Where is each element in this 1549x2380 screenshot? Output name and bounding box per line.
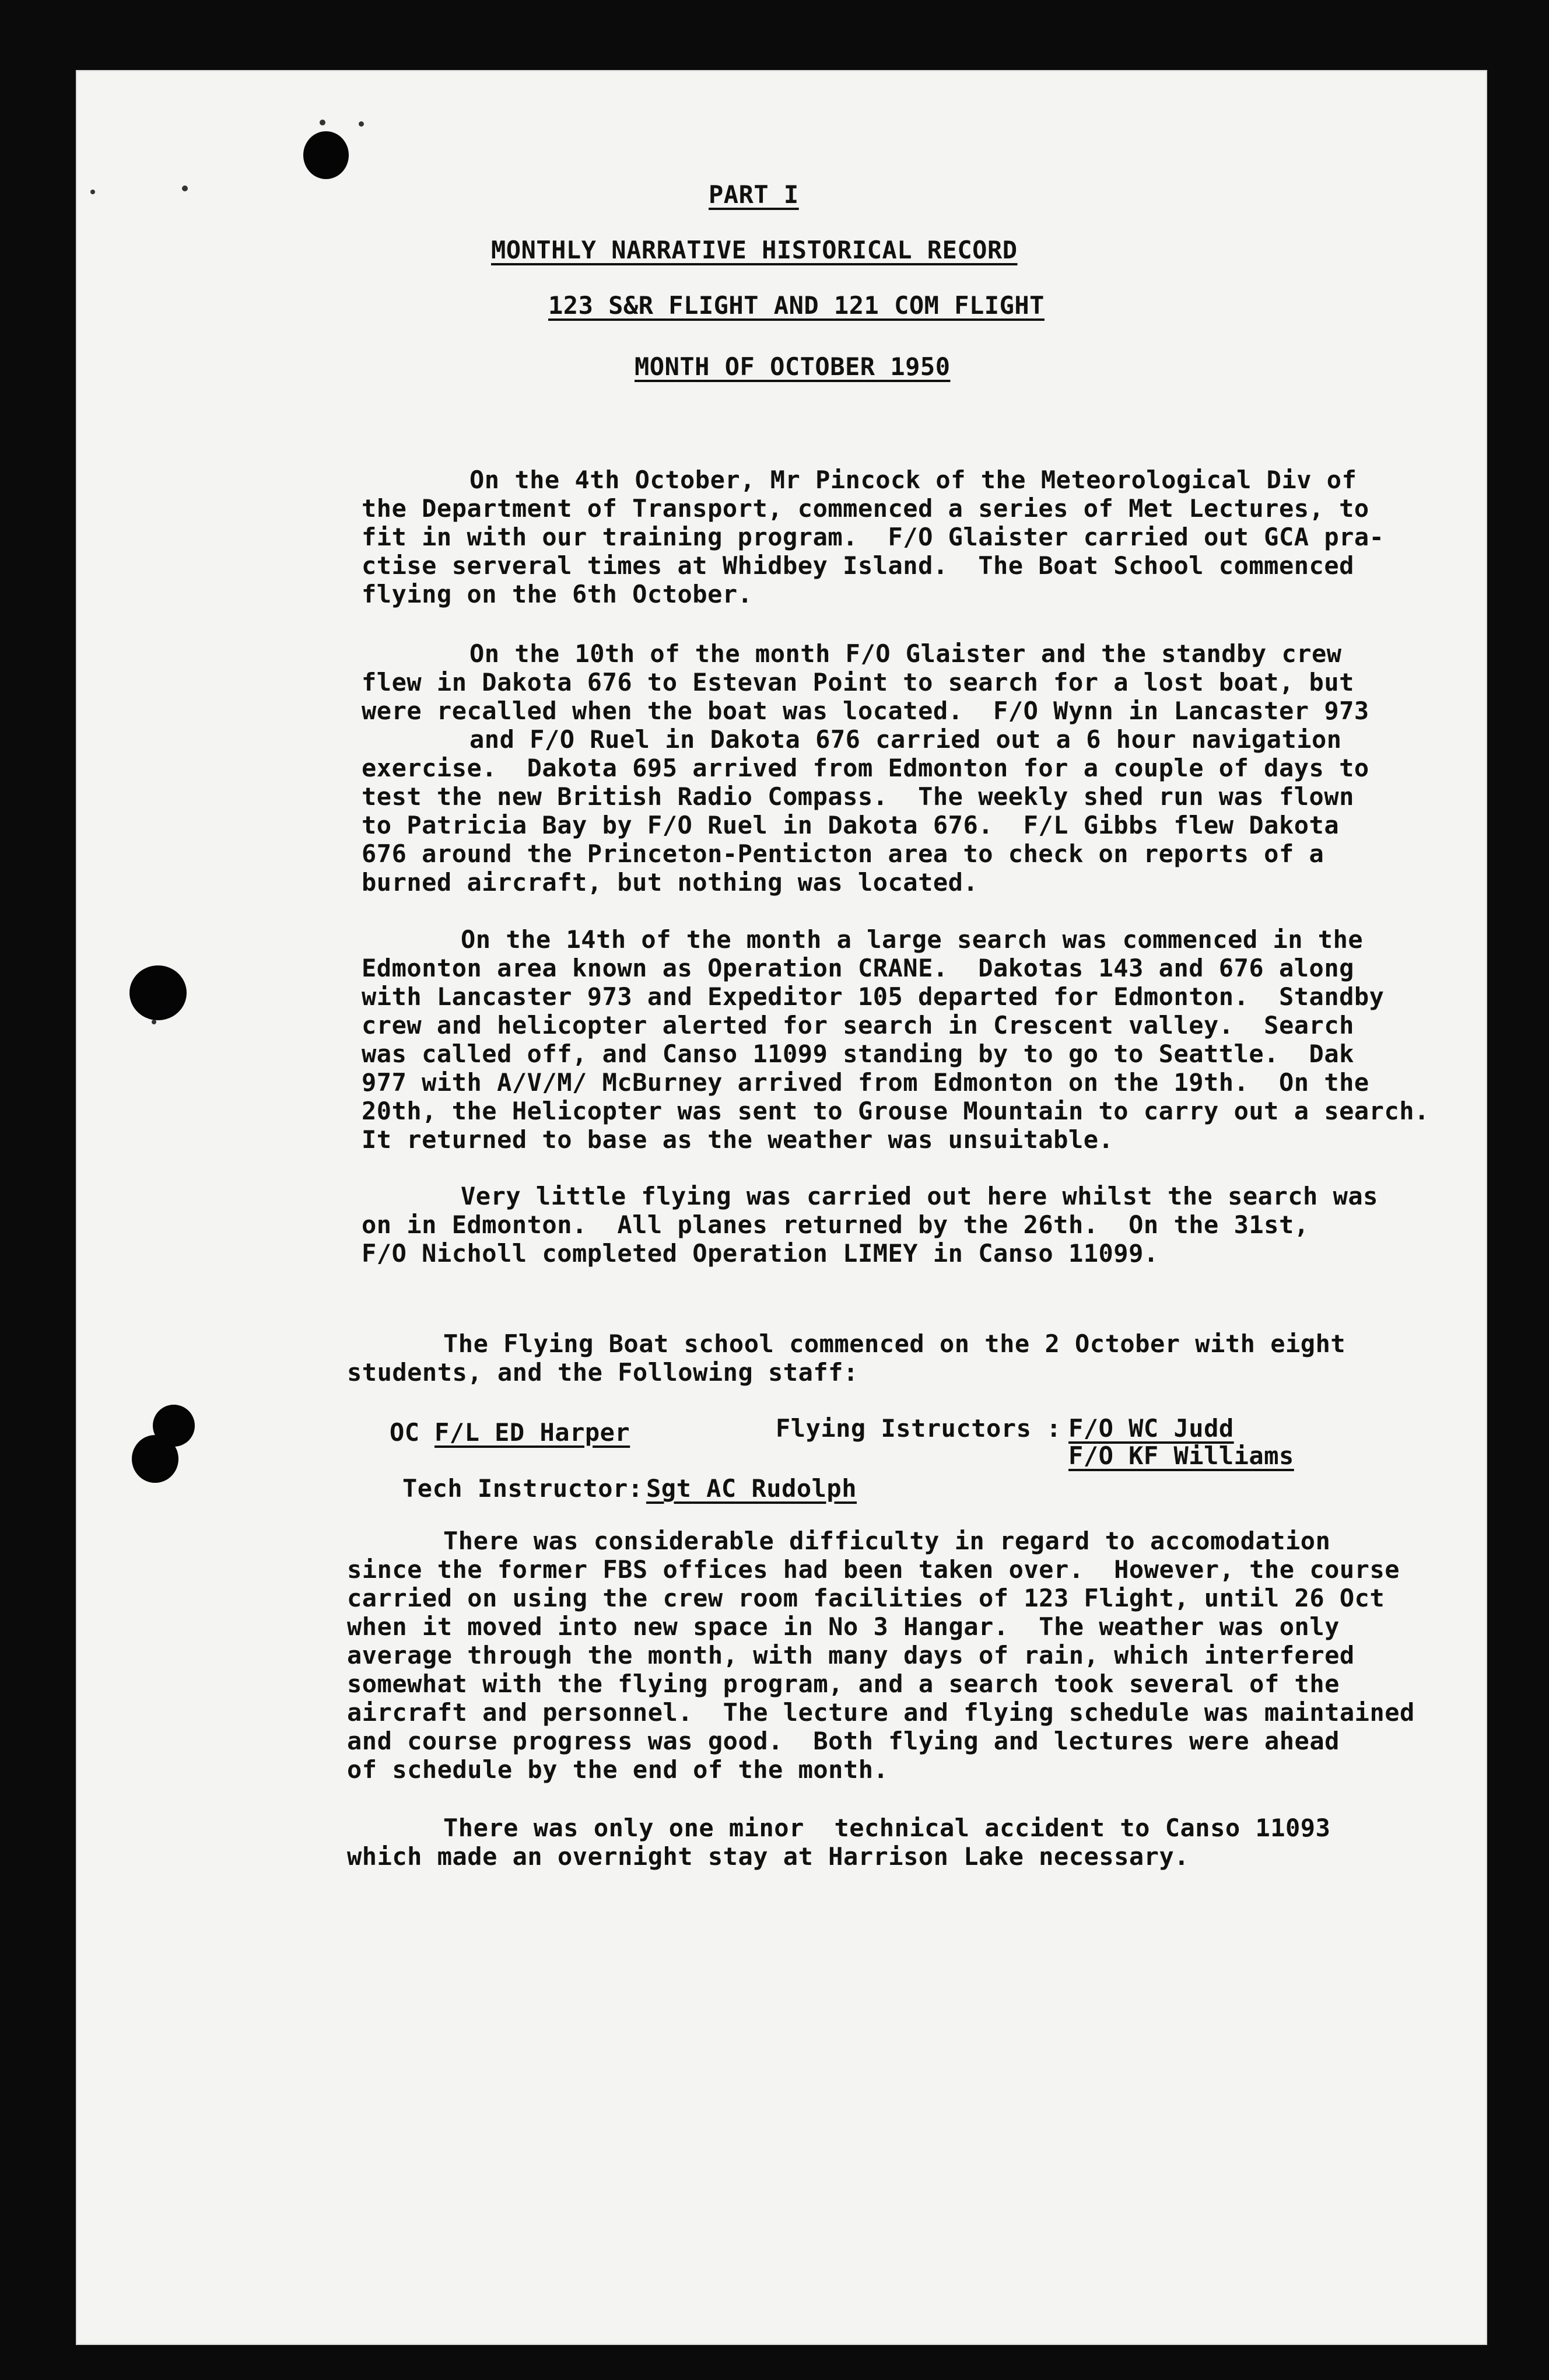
p2-line-4: and F/O Ruel in Dakota 676 carried out a 6 hour navigation: [469, 725, 1342, 754]
staff-oc-name: F/L ED Harper: [434, 1418, 630, 1447]
p3-line-6: 977 with A/V/M/ McBurney arrived from Edmonton on the 19th. On the: [362, 1068, 1369, 1097]
heading-part: PART I: [709, 180, 799, 209]
p4-line-1: Very little flying was carried out here whilst the search was: [461, 1182, 1378, 1210]
p3-line-1: On the 14th of the month a large search was commenced in the: [461, 925, 1364, 954]
p1-line-3: fit in with our training program. F/O Glaister carried out GCA pra-: [362, 523, 1385, 551]
speck: [320, 120, 325, 125]
p2-line-8: 676 around the Princeton-Penticton area to check on reports of a: [362, 839, 1324, 868]
staff-flying-1: F/O WC Judd: [1068, 1414, 1234, 1443]
p5-line-2: students, and the Following staff:: [347, 1358, 858, 1387]
p3-line-8: It returned to base as the weather was unsuitable.: [362, 1125, 1114, 1154]
p7-line-2: which made an overnight stay at Harrison Lake necessary.: [347, 1842, 1190, 1871]
p4-line-3: F/O Nicholl completed Operation LIMEY in Canso 11099.: [362, 1239, 1159, 1268]
heading-units: 123 S&R FLIGHT AND 121 COM FLIGHT: [548, 291, 1045, 320]
p1-line-2: the Department of Transport, commenced a series of Met Lectures, to: [362, 494, 1369, 523]
staff-tech-label: Tech Instructor:: [402, 1474, 643, 1503]
p2-line-7: to Patricia Bay by F/O Ruel in Dakota 676. F/L Gibbs flew Dakota: [362, 811, 1340, 839]
p6-line-8: and course progress was good. Both flying and lectures were ahead: [347, 1727, 1340, 1755]
punch-hole-lower-b: [132, 1435, 178, 1483]
speck: [90, 190, 95, 194]
p6-line-6: somewhat with the flying program, and a search took several of the: [347, 1670, 1340, 1698]
staff-oc-label: OC: [390, 1418, 420, 1447]
p2-line-5: exercise. Dakota 695 arrived from Edmonton for a couple of days to: [362, 754, 1369, 782]
p1-line-4: ctise serveral times at Whidbey Island. The Boat School commenced: [362, 551, 1354, 580]
p2-line-3: were recalled when the boat was located. F/O Wynn in Lancaster 973: [362, 696, 1369, 725]
punch-hole-top: [303, 131, 349, 179]
staff-flying-2: F/O KF Williams: [1068, 1441, 1294, 1470]
staff-tech-name: Sgt AC Rudolph: [646, 1474, 857, 1503]
p6-line-1: There was considerable difficulty in regard to accomodation: [443, 1527, 1331, 1555]
speck: [182, 186, 188, 191]
p6-line-2: since the former FBS offices had been taken over. However, the course: [347, 1555, 1400, 1584]
speck: [152, 1020, 156, 1024]
p1-line-1: On the 4th October, Mr Pincock of the Meteorological Div of: [469, 466, 1357, 494]
p6-line-3: carried on using the crew room facilities of 123 Flight, until 26 Oct: [347, 1584, 1385, 1612]
p2-line-6: test the new British Radio Compass. The weekly shed run was flown: [362, 782, 1354, 811]
speck: [359, 121, 364, 127]
p2-line-9: burned aircraft, but nothing was located.: [362, 868, 979, 897]
p2-line-2: flew in Dakota 676 to Estevan Point to search for a lost boat, but: [362, 668, 1354, 696]
p1-line-5: flying on the 6th October.: [362, 580, 753, 608]
p6-line-7: aircraft and personnel. The lecture and flying schedule was maintained: [347, 1698, 1415, 1727]
p6-line-9: of schedule by the end of the month.: [347, 1755, 889, 1784]
heading-month: MONTH OF OCTOBER 1950: [635, 352, 951, 381]
p2-line-1: On the 10th of the month F/O Glaister and the standby crew: [469, 639, 1342, 668]
p7-line-1: There was only one minor technical accident to Canso 11093: [443, 1814, 1331, 1842]
p3-line-5: was called off, and Canso 11099 standing by to go to Seattle. Dak: [362, 1040, 1354, 1068]
p4-line-2: on in Edmonton. All planes returned by the 26th. On the 31st,: [362, 1210, 1309, 1239]
p6-line-5: average through the month, with many days of rain, which interfered: [347, 1641, 1355, 1670]
p6-line-4: when it moved into new space in No 3 Hangar. The weather was only: [347, 1612, 1340, 1641]
p3-line-3: with Lancaster 973 and Expeditor 105 departed for Edmonton. Standby: [362, 982, 1385, 1011]
p3-line-4: crew and helicopter alerted for search in Crescent valley. Search: [362, 1011, 1354, 1040]
p5-line-1: The Flying Boat school commenced on the 2 October with eight: [443, 1329, 1346, 1358]
p3-line-7: 20th, the Helicopter was sent to Grouse Mountain to carry out a search.: [362, 1097, 1429, 1125]
punch-hole-middle: [129, 965, 187, 1020]
heading-record: MONTHLY NARRATIVE HISTORICAL RECORD: [491, 236, 1018, 264]
staff-flying-label: Flying Istructors :: [776, 1414, 1061, 1443]
p3-line-2: Edmonton area known as Operation CRANE. Dakotas 143 and 676 along: [362, 954, 1354, 982]
